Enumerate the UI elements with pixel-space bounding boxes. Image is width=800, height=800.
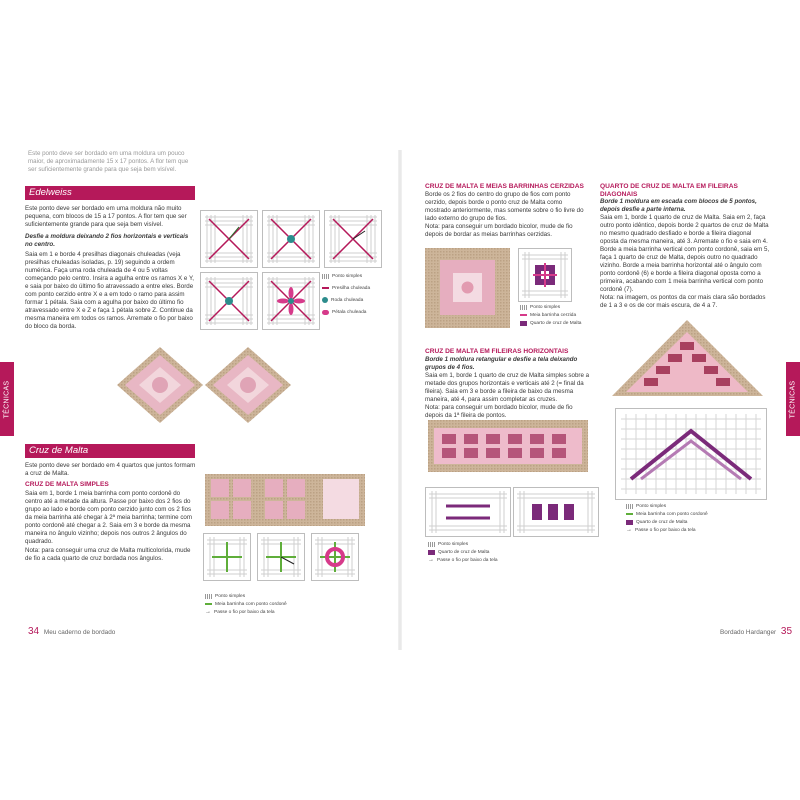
legend-label: Ponto simples xyxy=(636,503,667,509)
diag-nota: Nota: na imagem, os pontos da cor mais clara são bordados de 1 a 3 e os de cor mais escura, de 4 a 7. xyxy=(600,294,766,309)
diag-bold: Borde 1 moldura em escada com blocos de 5 pontos, depois desfie a parte interna. xyxy=(600,198,757,213)
ponto-simples-icon xyxy=(322,274,329,279)
section-title-malta xyxy=(25,444,195,458)
legend-row xyxy=(322,296,398,304)
ponto-simples-icon xyxy=(205,594,212,599)
legend-label: Meia barrinha cerzida xyxy=(530,312,577,318)
edelweiss-diagram-5 xyxy=(262,272,320,330)
legend-row xyxy=(520,303,600,311)
arrow-right-icon: → xyxy=(428,557,434,563)
diag-body: Saia em 1, borde 1 quarto de cruz de Malta. Saia em 2, faça outro ponto idêntico, depois borde 2 quartos de cruz de Malta no mesmo quadrado desfiado e borde a fileira diagonal oposta da mesma maneira, até 3. Arremate o fio e saia em 4. Borde a meia barrinha vertical com ponto cordonê, saia em 5, faça 1 quarto de cruz de Malta, depois outro no quadrado vizinho. Borde a meia barrinha horizontal até o ângulo com ponto cordonê (6) e borde a fileira diagonal oposta como a primeira, acabando com 1 meia barrinha vertical com ponto cordonê (7). xyxy=(600,214,770,293)
diag-text xyxy=(600,183,770,310)
legend-row xyxy=(428,556,538,564)
meias-photo xyxy=(425,248,510,328)
arrow-right-icon: → xyxy=(626,527,632,533)
legend-row xyxy=(428,548,538,556)
edelweiss-legend xyxy=(322,272,398,316)
edelweiss-text1: Este ponto deve ser bordado em uma moldura não muito pequena, com blocos de 15 a 17 pontos. A flor tem que ser suficientemente grande para que seja bem visível. xyxy=(25,205,187,228)
intro-text: Este ponto deve ser bordado em uma moldura um pouco maior, de aproximadamente 15 x 17 pontos. A flor tem que ser suficientemente grande para que seja bem visível. xyxy=(28,150,189,173)
diag-photo xyxy=(610,318,765,398)
quarto-cruz-icon xyxy=(428,550,435,555)
malta-nota: Nota: para conseguir uma cruz de Malta multicolorida, mude de fio a cada quarto de cruz bordada nos ângulos. xyxy=(25,546,191,562)
legend-label: Pétala chuleada xyxy=(332,309,367,315)
legend-row xyxy=(520,319,600,327)
edelweiss-diagram-4 xyxy=(200,272,258,330)
legend-row xyxy=(520,311,600,319)
edelweiss-photo xyxy=(115,345,295,425)
legend-label: Passe o fio por baixo da tela xyxy=(635,527,696,533)
legend-label: Passe o fio por baixo da tela xyxy=(437,557,498,563)
left-tab-tecnicas xyxy=(0,362,14,436)
malta-photo xyxy=(205,474,365,526)
book-title: Meu caderno de bordado xyxy=(43,629,116,636)
roda-icon xyxy=(322,297,328,303)
meia-barrinha-icon xyxy=(626,513,633,515)
meias-nota: Nota: para conseguir um bordado bicolor, mude de fio depois de bordar as meias barrinhas cerzidas. xyxy=(425,222,573,238)
meia-barrinha-icon xyxy=(205,603,212,605)
legend-label: Quarto de cruz de Malta xyxy=(438,549,490,555)
legend-label: Quarto de cruz de Malta xyxy=(530,320,582,326)
legend-row xyxy=(626,526,746,534)
horiz-body: Saia em 1, borde 1 quarto de cruz de Malta simples sobre a metade dos grupos horizontais e verticais até 2 (= final da fileira). Saia em 3 e borde a fileira de baixo da mesma maneira, até 4, para assim completar as cruzes. xyxy=(425,371,590,403)
legend-row xyxy=(205,608,345,616)
meias-body: Borde os 2 fios do centro do grupo de fios com ponto cerzido, depois borde o ponto cruz de Malta como mostrado anteriormente, mas somente sobre o fio livre do lado externo do grupo de fios. xyxy=(425,190,584,222)
horiz-nota: Nota: para conseguir um bordado bicolor, mude de fio depois da 1ª fileira de pontos. xyxy=(425,403,573,419)
horiz-diagram-1 xyxy=(425,487,511,537)
legend-label: Ponto simples xyxy=(530,304,561,310)
malta-text2: Saia em 1, borde 1 meia barrinha com ponto cordonê do centro até a metade da altura. Passe por baixo dos 2 fios do grupo ao lado e borde com ponto cerzido junto com os 2 fios da meia barrinha até chegar à 2ª meia barrinha; termine com ponto cordonê até chegar a 2. Saia em 3 e borde da mesma maneira no ângulo vizinho; depois nos outros 2 ângulos do quadrado. xyxy=(25,489,193,545)
diag-legend xyxy=(626,502,746,534)
legend-label: Ponto simples xyxy=(215,593,246,599)
meias-title: CRUZ DE MALTA E MEIAS BARRINHAS CERZIDAS xyxy=(425,183,584,190)
horiz-text xyxy=(425,348,590,420)
legend-label: Roda chuleada xyxy=(331,297,364,303)
horiz-legend xyxy=(428,540,538,564)
legend-row xyxy=(626,518,746,526)
book-title: Bordado Hardanger xyxy=(720,629,777,636)
malta-text1: Este ponto deve ser bordado em 4 quartos que juntos formam a cruz de Malta. xyxy=(25,462,196,477)
legend-row xyxy=(205,600,345,608)
legend-row xyxy=(322,284,398,292)
legend-row xyxy=(428,540,538,548)
legend-row xyxy=(322,308,398,316)
legend-label: Meia barrinha com ponto cordonê xyxy=(215,601,287,607)
legend-row xyxy=(626,510,746,518)
legend-label: Ponto simples xyxy=(332,273,363,279)
legend-row xyxy=(626,502,746,510)
meias-text xyxy=(425,183,585,239)
ponto-simples-icon xyxy=(520,305,527,310)
legend-label: Passe o fio por baixo da tela xyxy=(214,609,275,615)
horiz-diagram-2 xyxy=(513,487,599,537)
presilha-icon xyxy=(322,287,329,289)
legend-row xyxy=(322,272,398,280)
meia-cerzida-icon xyxy=(520,314,527,316)
page-number: 34 xyxy=(28,626,40,637)
malta-sub: CRUZ DE MALTA SIMPLES xyxy=(25,481,109,488)
quarto-cruz-icon xyxy=(626,520,633,525)
tab-label: TÉCNICAS xyxy=(3,380,11,418)
petala-icon xyxy=(322,310,329,315)
section-title-edelweiss xyxy=(25,186,195,200)
right-folio xyxy=(720,626,792,637)
edelweiss-text xyxy=(25,205,195,331)
malta-diagram-1 xyxy=(203,533,251,581)
ponto-simples-icon xyxy=(428,542,435,547)
edelweiss-bold: Desfie a moldura deixando 2 fios horizontais e verticais no centro. xyxy=(25,233,189,248)
malta-text xyxy=(25,462,197,563)
tab-label: TÉCNICAS xyxy=(789,380,797,418)
horiz-title: CRUZ DE MALTA EM FILEIRAS HORIZONTAIS xyxy=(425,348,569,355)
legend-label: Meia barrinha com ponto cordonê xyxy=(636,511,708,517)
edelweiss-title: Edelweiss xyxy=(29,187,72,198)
legend-label: Ponto simples xyxy=(438,541,469,547)
right-tab-tecnicas xyxy=(786,362,800,436)
malta-legend xyxy=(205,592,345,616)
horiz-bold: Borde 1 moldura retangular e desfie a tela deixando grupos de 4 fios. xyxy=(425,355,578,371)
edelweiss-diagram-3 xyxy=(324,210,382,268)
meias-legend xyxy=(520,303,600,327)
diag-diagram xyxy=(615,408,767,500)
malta-title: Cruz de Malta xyxy=(29,445,89,456)
page-number: 35 xyxy=(780,626,793,637)
edelweiss-diagram-2 xyxy=(262,210,320,268)
malta-diagram-2 xyxy=(257,533,305,581)
quarto-cruz-icon xyxy=(520,321,527,326)
malta-diagram-3 xyxy=(311,533,359,581)
ponto-simples-icon xyxy=(626,504,633,509)
edelweiss-diagram-1 xyxy=(200,210,258,268)
left-folio xyxy=(28,626,115,637)
legend-row xyxy=(205,592,345,600)
arrow-right-icon: → xyxy=(205,609,211,615)
diag-title: QUARTO DE CRUZ DE MALTA EM FILEIRAS DIAGONAIS xyxy=(600,183,738,198)
legend-label: Quarto de cruz de Malta xyxy=(636,519,688,525)
horiz-photo xyxy=(428,420,588,472)
legend-label: Presilha chuleada xyxy=(332,285,371,291)
meias-diagram xyxy=(518,248,572,302)
edelweiss-text2: Saia em 1 e borde 4 presilhas diagonais chuleadas (veja presilhas chuleadas isoladas, p. 19) seguindo a ordem numérica. Faça uma roda chuleada de 4 ou 5 voltas começando pelo centro. Insira a agulha entre os ramos X e Y, e saia por baixo do último fio atravessado a entre eles. Borde com ponto cerzido entre X e a em todo o ramo para assim formar 1 pétala. Saia com a agulha por baixo do último fio atravessado entre X e Z e faça 1 pétala sobre Z. Continue da mesma maneira em todos os ramos. Arremate o fio por baixo do bloco da borda. xyxy=(25,251,194,330)
spread-gutter xyxy=(398,150,402,650)
left-page-top-text xyxy=(28,150,198,174)
